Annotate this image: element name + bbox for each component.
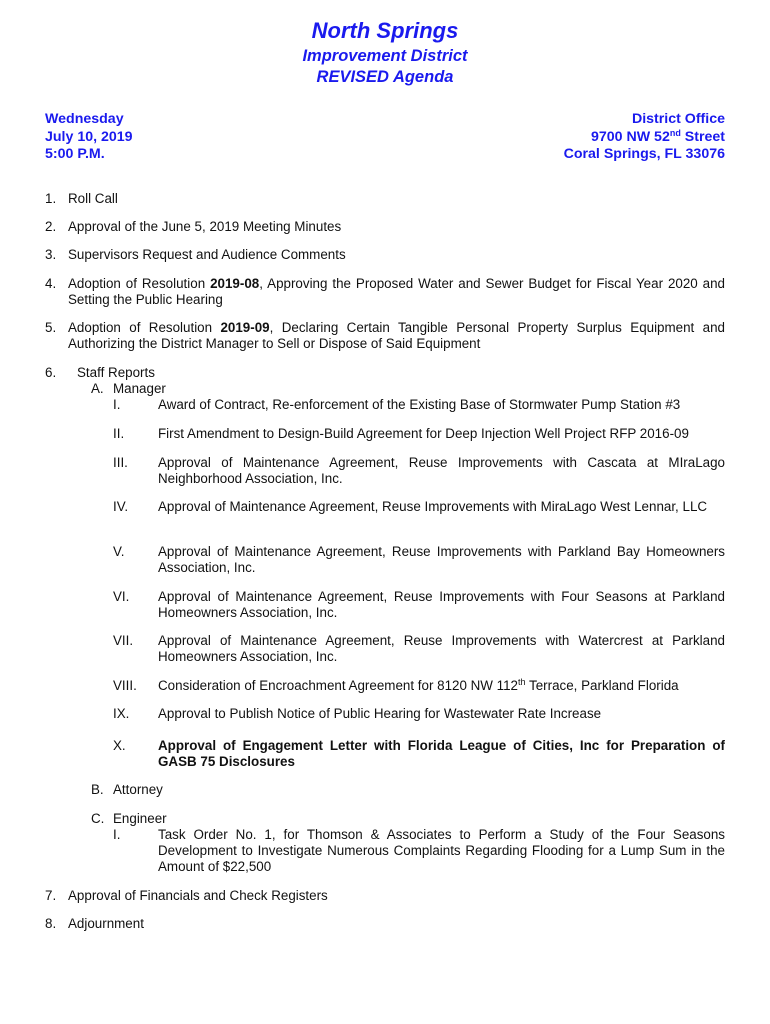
meeting-date: July 10, 2019 (45, 128, 133, 145)
meeting-time: 5:00 P.M. (45, 146, 105, 162)
agenda-page: North Springs Improvement District REVISED Agenda Wednesday July 10, 2019 5:00 P.M. District Office 9700 NW 52nd Street Coral Springs, FL 33076 1. Roll Call 2. Approval of the June 5, 2019 Meeting Minutes 3. Supervisors Request and Audience Comments 4. Adoption of Resolution 2019-08, Approving the Proposed Water and Sewer Budget for Fiscal Year 2020 and Setting the Public Hearing 5. Adoption of Resolution 2019-09, Declaring Certain Tangible Personal Property Surplus Equipment and Authorizing the District Manager to Sell or Dispose of Said Equipment 6. Staff Reports A. Manager I. Award of Contract, Re-enforcement of the Existing Base of Stormwater Pump Station #3 II. First Amendment to Design-Build Agreement for Deep Injection Well Project RFP 2016-09 III. Approval of Maintenance Agreement, Reuse Improvements with Cascata at MIraLago Neighborhood Association, Inc. IV. Approval of Maintenance Agreement, Reuse Improvements with MiraLago West Lennar, LLC V. Approval of Maintenance Agreement, Reuse Improvements with Parkland Bay Homeowners Association, Inc. VI. Approval of Maintenance Agreement, Reuse Improvements with Four Seasons at Parkland Homeowners Association, Inc. VII. Approval of Maintenance Agreement, Reuse Improvements with Watercrest at Parkland Homeowners Association, Inc. VIII. Consideration of Encroachment Agreement for 8120 NW 112th Terrace, Parkland Florida IX. Approval to Publish Notice of Public Hearing for Wastewater Rate Increase X. Approval of Engagement Letter with Florida League of Cities, Inc for Preparation of GASB 75 Disclosures B. Attorney C. Engineer I. Task Order No. 1, for Thomson & Associates to Perform a Study of the Four Seasons Development to Investigate Numerous Complaints Regarding Flooding for a Lump Sum in the Amount of $22,500 7. Approval of Financials and Check Registers 8. Adjournment (0, 0, 770, 1024)
meeting-day: Wednesday (45, 111, 124, 127)
location-street: 9700 NW 52nd Street (590, 127, 725, 145)
agenda-title: REVISED Agenda (316, 68, 454, 86)
district-name: North Springs (311, 18, 459, 43)
location-city: Coral Springs, FL 33076 (563, 146, 725, 162)
district-subtitle: Improvement District (302, 47, 468, 65)
meeting-info (45, 111, 133, 164)
location-name: District Office (631, 111, 725, 127)
location-info (564, 111, 725, 164)
